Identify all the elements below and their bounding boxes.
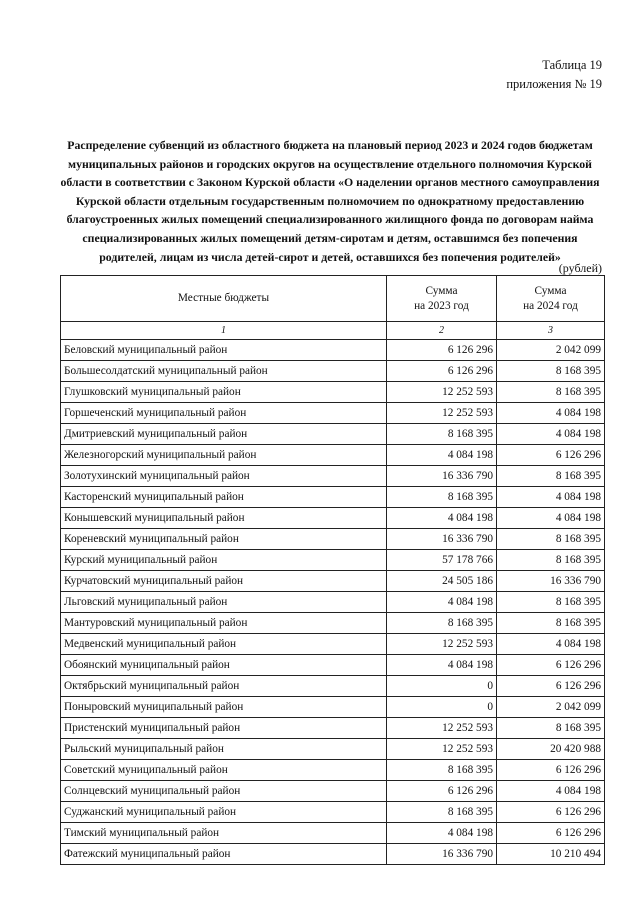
sum-2024-cell: 6 126 296 [497,676,605,697]
budget-name-cell: Рыльский муниципальный район [61,739,387,760]
table-row [61,697,605,718]
sum-2024-cell: 4 084 198 [497,508,605,529]
sum-2024-cell: 4 084 198 [497,634,605,655]
document-header-reference [506,56,602,94]
sum-2024-cell: 4 084 198 [497,487,605,508]
sum-2024-cell: 2 042 099 [497,340,605,361]
table-row [61,382,605,403]
budget-name-cell: Фатежский муниципальный район [61,844,387,865]
sum-2023-cell: 0 [387,676,497,697]
table-row [61,571,605,592]
sum-2024-cell: 16 336 790 [497,571,605,592]
column-number-3: 3 [497,322,605,340]
sum-2023-cell: 6 126 296 [387,781,497,802]
table-row [61,340,605,361]
budget-name-cell: Медвенский муниципальный район [61,634,387,655]
table-row [61,739,605,760]
table-row [61,676,605,697]
header-sum-2023 [387,276,497,322]
budget-name-cell: Суджанский муниципальный район [61,802,387,823]
table-row [61,424,605,445]
sum-2023-cell: 8 168 395 [387,613,497,634]
budget-name-cell: Дмитриевский муниципальный район [61,424,387,445]
header-local-budgets [61,276,387,322]
column-number-2: 2 [387,322,497,340]
sum-2024-cell: 6 126 296 [497,445,605,466]
budget-name-cell: Октябрьский муниципальный район [61,676,387,697]
sum-2024-cell: 2 042 099 [497,697,605,718]
header-sum-2024 [497,276,605,322]
header-sum-2023-line2: на 2023 год [414,299,469,312]
sum-2024-cell: 4 084 198 [497,781,605,802]
budget-name-cell: Мантуровский муниципальный район [61,613,387,634]
sum-2023-cell: 4 084 198 [387,655,497,676]
sum-2023-cell: 16 336 790 [387,844,497,865]
header-sum-2024-line2: на 2024 год [523,299,578,312]
table-row [61,466,605,487]
sum-2023-cell: 16 336 790 [387,466,497,487]
budget-name-cell: Солнцевский муниципальный район [61,781,387,802]
sum-2024-cell: 20 420 988 [497,739,605,760]
table-row [61,445,605,466]
budget-name-cell: Обоянский муниципальный район [61,655,387,676]
budget-table [60,275,605,865]
sum-2023-cell: 16 336 790 [387,529,497,550]
appendix-label: приложения № 19 [506,77,602,91]
table-row [61,634,605,655]
sum-2023-cell: 4 084 198 [387,508,497,529]
sum-2023-cell: 6 126 296 [387,361,497,382]
column-number-row [61,322,605,340]
table-row [61,718,605,739]
table-row [61,781,605,802]
sum-2024-cell: 8 168 395 [497,361,605,382]
budget-name-cell: Поныровский муниципальный район [61,697,387,718]
sum-2024-cell: 6 126 296 [497,760,605,781]
sum-2023-cell: 4 084 198 [387,823,497,844]
sum-2024-cell: 6 126 296 [497,823,605,844]
table-body [61,340,605,865]
sum-2024-cell: 8 168 395 [497,718,605,739]
budget-name-cell: Советский муниципальный район [61,760,387,781]
sum-2024-cell: 8 168 395 [497,529,605,550]
budget-name-cell: Горшеченский муниципальный район [61,403,387,424]
table-row [61,592,605,613]
budget-name-cell: Глушковский муниципальный район [61,382,387,403]
sum-2023-cell: 12 252 593 [387,718,497,739]
sum-2024-cell: 8 168 395 [497,613,605,634]
sum-2024-cell: 6 126 296 [497,655,605,676]
budget-name-cell: Пристенский муниципальный район [61,718,387,739]
budget-name-cell: Курский муниципальный район [61,550,387,571]
header-sum-2023-line1: Сумма [425,284,458,297]
budget-name-cell: Касторенский муниципальный район [61,487,387,508]
budget-name-cell: Кореневский муниципальный район [61,529,387,550]
header-local-budgets-text: Местные бюджеты [177,292,270,304]
table-header-row [61,276,605,322]
table-row [61,823,605,844]
table-label: Таблица 19 [542,58,602,72]
sum-2024-cell: 10 210 494 [497,844,605,865]
sum-2023-cell: 8 168 395 [387,802,497,823]
sum-2023-cell: 57 178 766 [387,550,497,571]
sum-2023-cell: 24 505 186 [387,571,497,592]
sum-2023-cell: 8 168 395 [387,487,497,508]
table-row [61,508,605,529]
sum-2023-cell: 12 252 593 [387,403,497,424]
sum-2024-cell: 4 084 198 [497,424,605,445]
column-number-1: 1 [61,322,387,340]
sum-2024-cell: 8 168 395 [497,382,605,403]
header-sum-2024-line1: Сумма [534,284,567,297]
document-title: Распределение субвенций из областного бюджета на плановый период 2023 и 2024 годов бюджетам муниципальных районов и городских округов на осуществление отдельного полномочия Курской области в соответствии с Законом Курской области «О наделении органов местного самоуправления Курской области отдельным государственным полномочием по однократному предоставлению благоустроенных жилых помещений специализированного жилищного фонда по договорам найма специализированных жилых помещений детям-сиротам и детям, оставшимся без попечения родителей, лицам из числа детей-сирот и детей, оставшихся без попечения родителей» [60,138,600,264]
table-row [61,403,605,424]
table-row [61,844,605,865]
sum-2023-cell: 8 168 395 [387,424,497,445]
table-row [61,655,605,676]
budget-name-cell: Большесолдатский муниципальный район [61,361,387,382]
table-row [61,487,605,508]
table-row [61,613,605,634]
sum-2023-cell: 12 252 593 [387,739,497,760]
table-row [61,361,605,382]
units-label: (рублей) [558,261,602,275]
budget-name-cell: Курчатовский муниципальный район [61,571,387,592]
budget-name-cell: Железногорский муниципальный район [61,445,387,466]
budget-name-cell: Золотухинский муниципальный район [61,466,387,487]
budget-name-cell: Конышевский муниципальный район [61,508,387,529]
sum-2023-cell: 0 [387,697,497,718]
table-row [61,529,605,550]
sum-2023-cell: 4 084 198 [387,592,497,613]
budget-name-cell: Тимский муниципальный район [61,823,387,844]
table-row [61,550,605,571]
budget-name-cell: Льговский муниципальный район [61,592,387,613]
sum-2023-cell: 4 084 198 [387,445,497,466]
table-row [61,802,605,823]
sum-2023-cell: 6 126 296 [387,340,497,361]
sum-2024-cell: 4 084 198 [497,403,605,424]
sum-2024-cell: 8 168 395 [497,466,605,487]
sum-2024-cell: 6 126 296 [497,802,605,823]
sum-2024-cell: 8 168 395 [497,592,605,613]
sum-2023-cell: 12 252 593 [387,634,497,655]
sum-2023-cell: 12 252 593 [387,382,497,403]
sum-2024-cell: 8 168 395 [497,550,605,571]
sum-2023-cell: 8 168 395 [387,760,497,781]
table-row [61,760,605,781]
budget-name-cell: Беловский муниципальный район [61,340,387,361]
